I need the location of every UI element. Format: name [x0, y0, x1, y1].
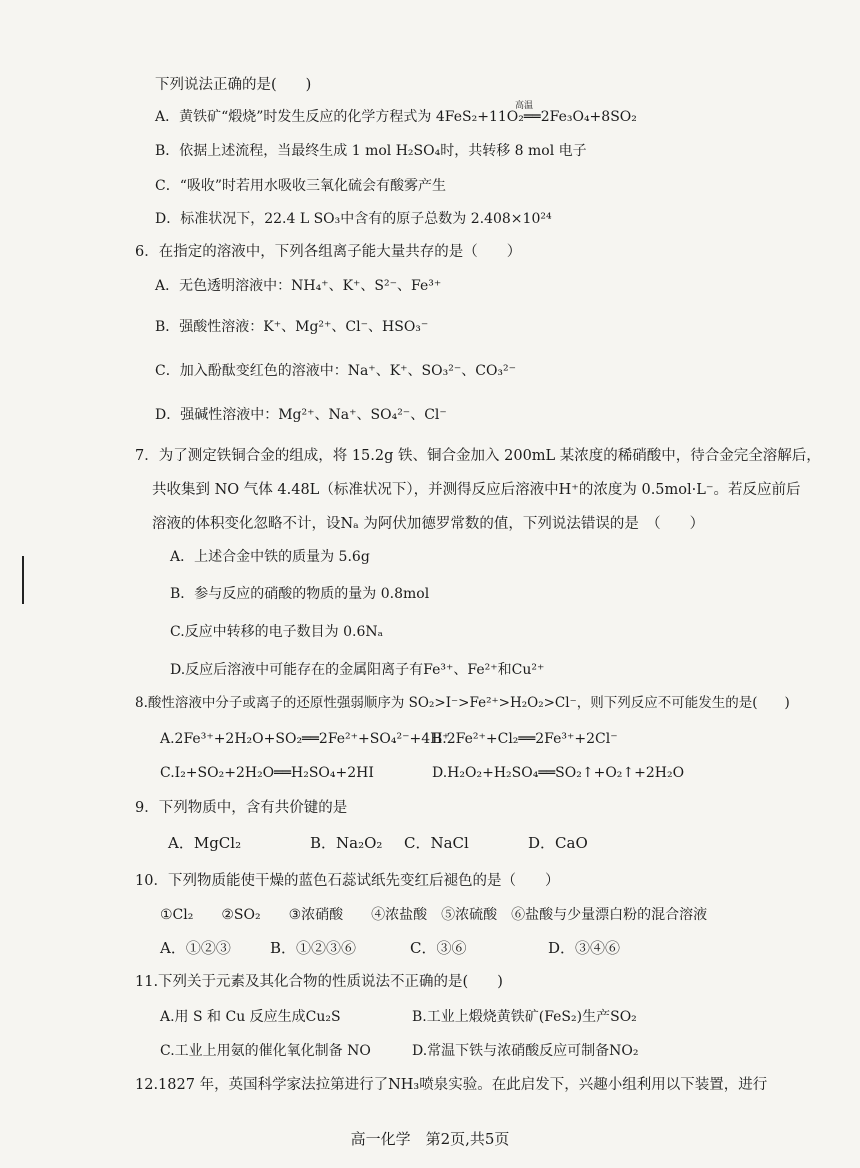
q8-option-c: C.I₂+SO₂+2H₂O══H₂SO₄+2HI [160, 765, 374, 781]
q5-option-b: B．依据上述流程，当最终生成 1 mol H₂SO₄时，共转移 8 mol 电子 [155, 143, 587, 159]
q5-stem: 下列说法正确的是( ) [155, 77, 312, 93]
q5-option-d: D．标准状况下，22.4 L SO₃中含有的原子总数为 2.408×10²⁴ [155, 211, 552, 227]
q7-line-3: 溶液的体积变化忽略不计，设Nₐ 为阿伏加德罗常数的值，下列说法错误的是 （ ） [152, 516, 705, 532]
q10-option-c: C．③⑥ [410, 939, 467, 957]
q10-stem: 10．下列物质能使干燥的蓝色石蕊试纸先变红后褪色的是（ ） [135, 873, 560, 889]
q9-option-c: C．NaCl [404, 834, 469, 852]
q8-stem: 8.酸性溶液中分子或离子的还原性强弱顺序为 SO₂>I⁻>Fe²⁺>H₂O₂>Cl⁻，则下列反应不可能发生的是( ) [135, 695, 790, 711]
q11-option-d: D.常温下铁与浓硝酸反应可制备NO₂ [412, 1043, 639, 1059]
q8-option-b: B.2Fe²⁺+Cl₂══2Fe³⁺+2Cl⁻ [432, 731, 618, 747]
q11-stem: 11.下列关于元素及其化合物的性质说法不正确的是( ) [135, 974, 503, 990]
q5-option-c: C．“吸收”时若用水吸收三氧化硫会有酸雾产生 [155, 178, 447, 194]
q11-option-a: A.用 S 和 Cu 反应生成Cu₂S [160, 1009, 341, 1025]
q8-option-d: D.H₂O₂+H₂SO₄══SO₂↑+O₂↑+2H₂O [432, 765, 685, 781]
q9-option-b: B．Na₂O₂ [310, 834, 383, 852]
q10-option-a: A．①②③ [160, 939, 231, 957]
q5-option-a: A．黄铁矿“煅烧”时发生反应的化学方程式为 4FeS₂+11O₂══2Fe₃O₄+8SO₂ [155, 109, 637, 125]
q10-option-b: B．①②③⑥ [270, 939, 357, 957]
q11-option-c: C.工业上用氨的催化氧化制备 NO [160, 1043, 371, 1059]
q7-option-d: D.反应后溶液中可能存在的金属阳离子有Fe³⁺、Fe²⁺和Cu²⁺ [170, 662, 545, 678]
q7-line-1: 7．为了测定铁铜合金的组成，将 15.2g 铁、铜合金加入 200mL 某浓度的稀硝酸中，待合金完全溶解后， [135, 448, 821, 464]
q6-stem: 6．在指定的溶液中，下列各组离子能大量共存的是（ ） [135, 244, 522, 260]
q6-option-b: B．强酸性溶液：K⁺、Mg²⁺、Cl⁻、HSO₃⁻ [155, 319, 429, 335]
q6-option-a: A．无色透明溶液中：NH₄⁺、K⁺、S²⁻、Fe³⁺ [155, 278, 442, 294]
q9-option-a: A．MgCl₂ [168, 834, 242, 852]
q6-option-c: C．加入酚酞变红色的溶液中：Na⁺、K⁺、SO₃²⁻、CO₃²⁻ [155, 363, 517, 379]
margin-mark [22, 556, 24, 604]
q9-option-d: D．CaO [528, 834, 588, 852]
q12-line-1: 12.1827 年，英国科学家法拉第进行了NH₃喷泉实验。在此启发下，兴趣小组利用以下装置，进行 [135, 1077, 768, 1093]
q11-option-b: B.工业上煅烧黄铁矿(FeS₂)生产SO₂ [412, 1009, 637, 1025]
q7-option-c: C.反应中转移的电子数目为 0.6Nₐ [170, 624, 384, 640]
q10-option-d: D．③④⑥ [548, 939, 621, 957]
page-footer: 高一化学 第2页,共5页 [350, 1130, 510, 1148]
q9-stem: 9．下列物质中，含有共价键的是 [135, 800, 348, 816]
q10-items: ①Cl₂ ②SO₂ ③浓硝酸 ④浓盐酸 ⑤浓硫酸 ⑥盐酸与少量漂白粉的混合溶液 [160, 907, 708, 923]
q7-line-2: 共收集到 NO 气体 4.48L（标准状况下），并测得反应后溶液中H⁺的浓度为 0.5mol·L⁻。若反应前后 [152, 482, 801, 498]
q7-option-b: B．参与反应的硝酸的物质的量为 0.8mol [170, 586, 430, 602]
q7-option-a: A．上述合金中铁的质量为 5.6g [170, 549, 370, 565]
q8-option-a: A.2Fe³⁺+2H₂O+SO₂══2Fe²⁺+SO₄²⁻+4H⁺ [160, 731, 450, 747]
q6-option-d: D．强碱性溶液中：Mg²⁺、Na⁺、SO₄²⁻、Cl⁻ [155, 407, 447, 423]
q5-reaction-condition: 高温 [515, 101, 534, 111]
